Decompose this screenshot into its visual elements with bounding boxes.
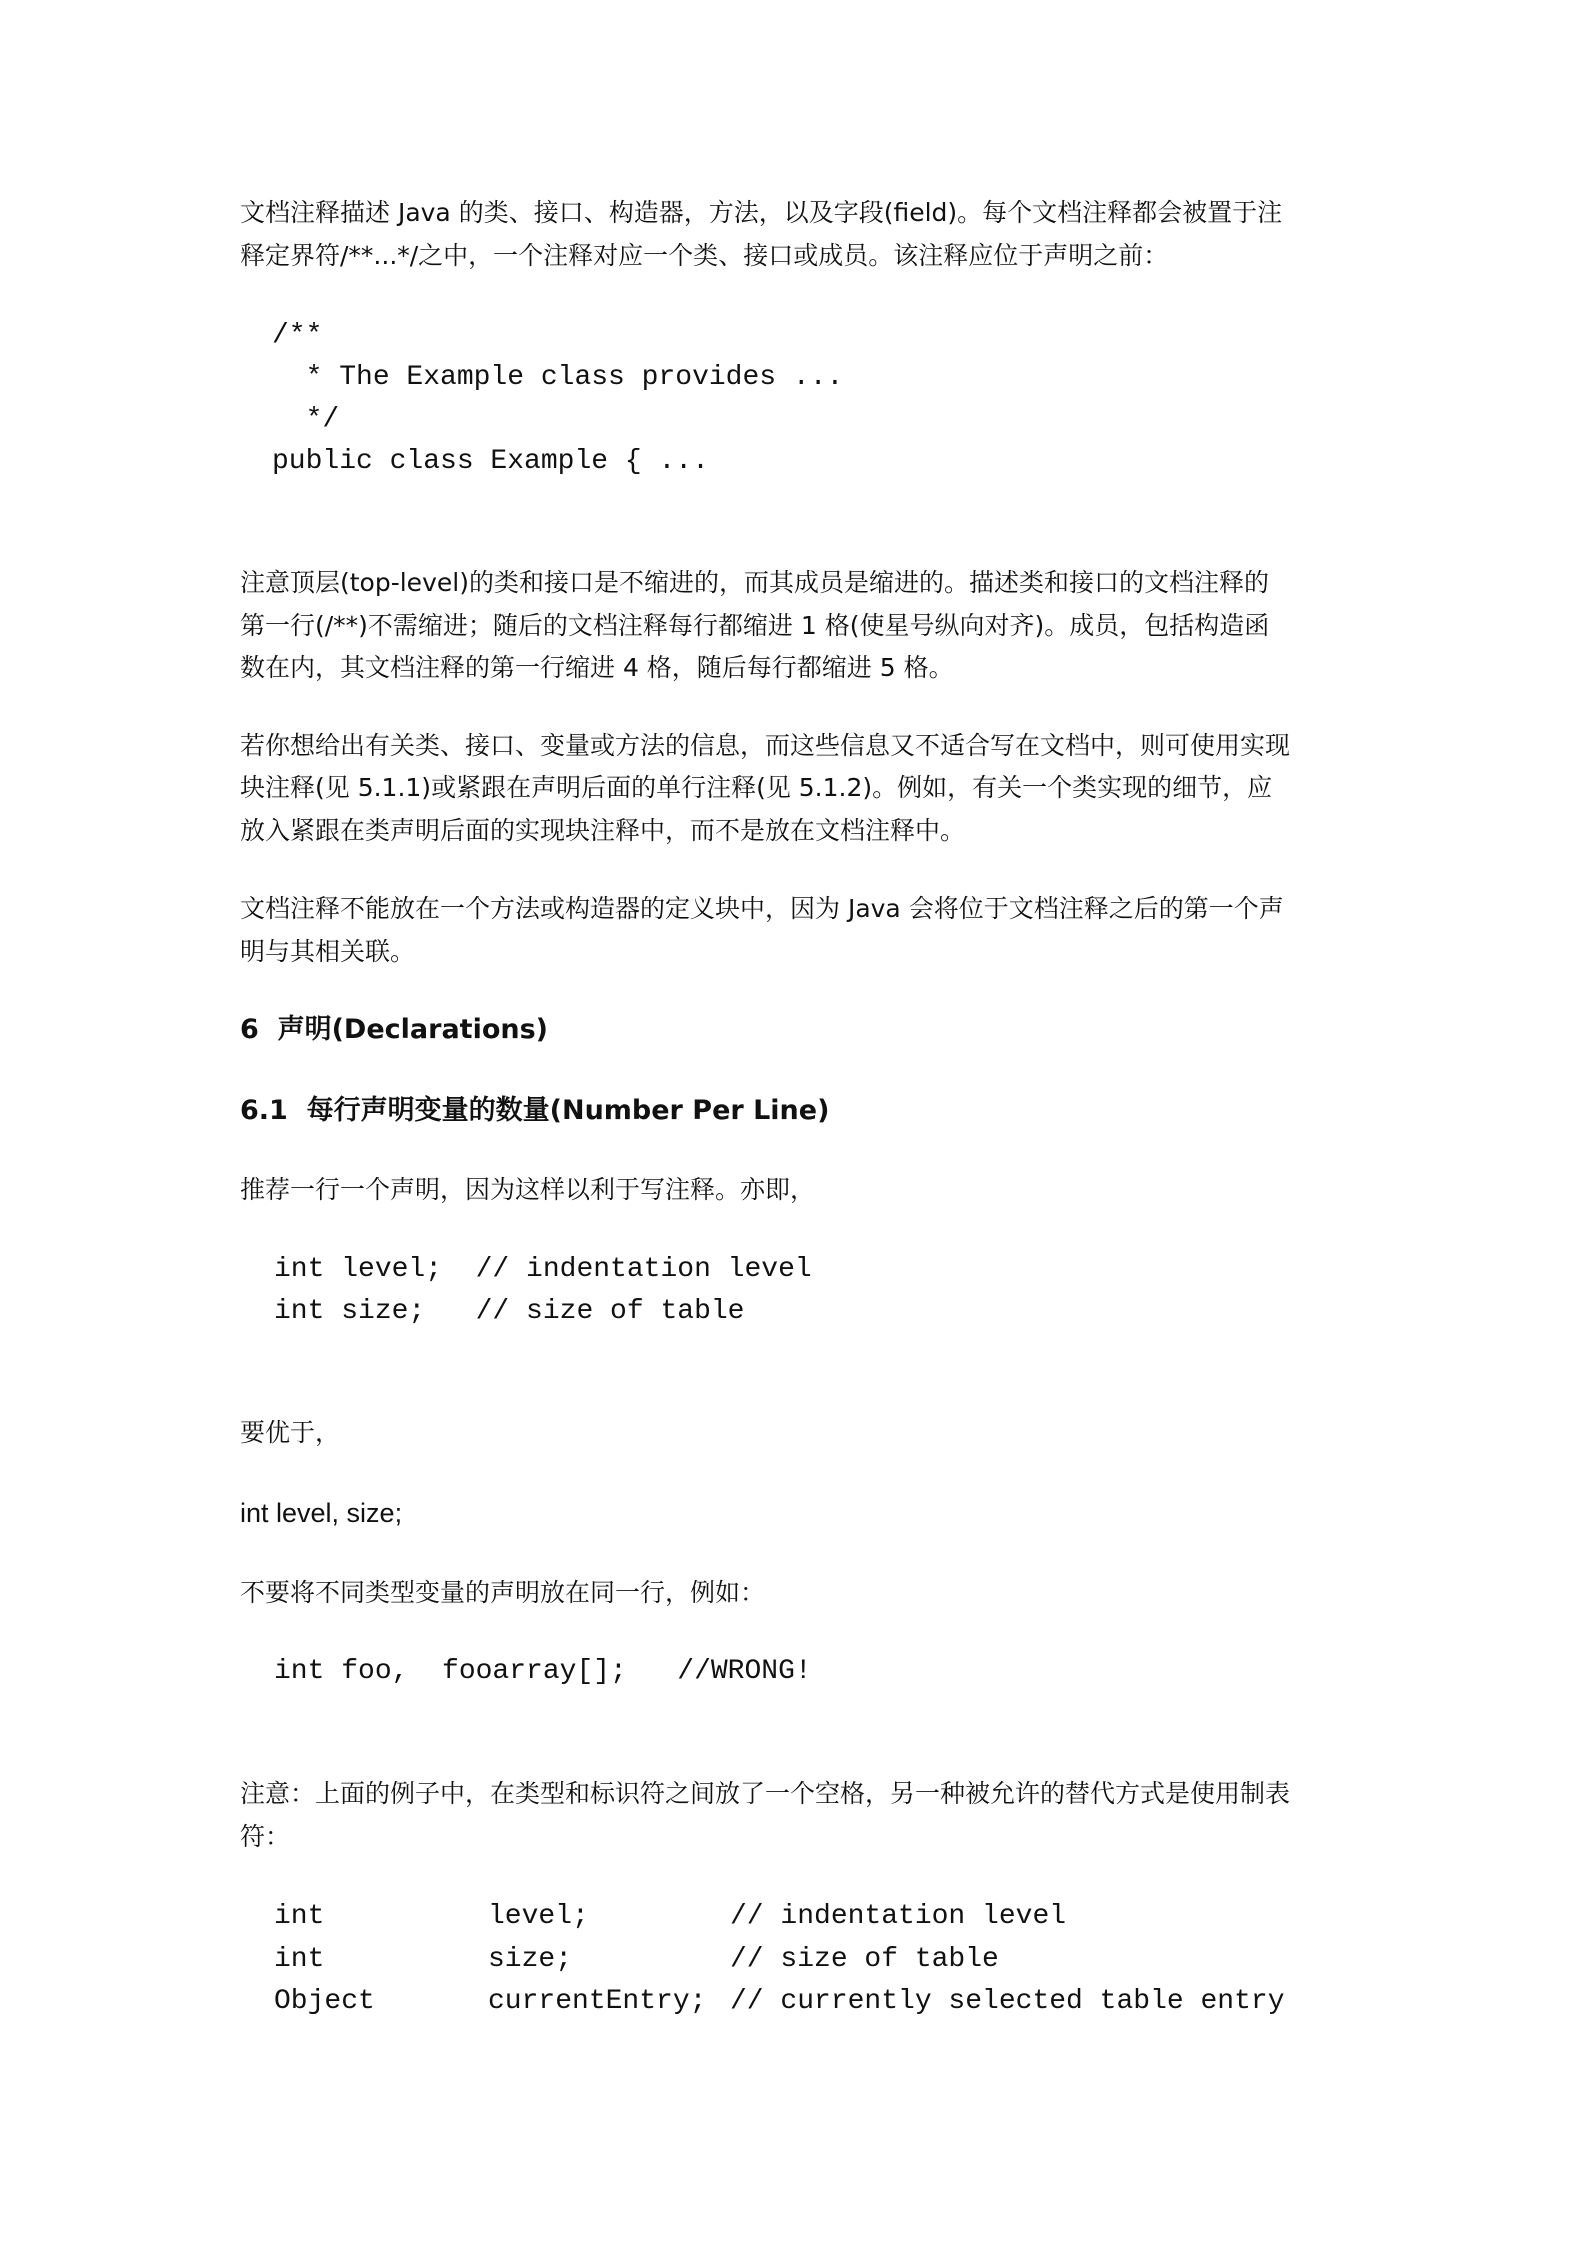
code-name: level; <box>488 1901 589 1932</box>
code-line: int level; // indentation level <box>274 1254 812 1285</box>
code-name: currentEntry; <box>488 1986 707 2017</box>
code-type: int <box>274 1944 325 1975</box>
paragraph-line: 明与其相关联。 <box>240 937 416 966</box>
paragraph-line: 要优于， <box>240 1418 341 1447</box>
code-line: int foo, fooarray[]; //WRONG! <box>274 1656 812 1687</box>
code-type: Object <box>274 1986 375 2017</box>
code-name: size; <box>488 1944 573 1975</box>
code-line: public class Example { ... <box>272 446 709 477</box>
code-comment: // size of table <box>730 1944 999 1975</box>
paragraph-line: 文档注释描述 Java 的类、接口、构造器，方法，以及字段(field)。每个文档注释都会被置于注 <box>240 198 1283 227</box>
inline-code-example: int level, size; <box>240 1498 403 1528</box>
paragraph-line: 块注释(见 5.1.1)或紧跟在声明后面的单行注释(见 5.1.2)。例如，有关一个类实现的细节，应 <box>240 773 1273 802</box>
code-type: int <box>274 1901 325 1932</box>
code-comment: // indentation level <box>730 1901 1067 1932</box>
paragraph-line: 第一行(/**)不需缩进；随后的文档注释每行都缩进 1 格(使星号纵向对齐)。成员，包括构造函 <box>240 611 1270 640</box>
paragraph-line: 推荐一行一个声明，因为这样以利于写注释。亦即， <box>240 1175 816 1204</box>
paragraph-line: 不要将不同类型变量的声明放在同一行，例如： <box>240 1578 766 1607</box>
paragraph-line: 放入紧跟在类声明后面的实现块注释中，而不是放在文档注释中。 <box>240 816 966 845</box>
paragraph-line: 若你想给出有关类、接口、变量或方法的信息，而这些信息又不适合写在文档中，则可使用实现 <box>240 731 1291 760</box>
paragraph-line: 符： <box>240 1822 291 1851</box>
code-comment: // currently selected table entry <box>730 1986 1285 2017</box>
paragraph-line: 注意顶层(top-level)的类和接口是不缩进的，而其成员是缩进的。描述类和接口的文档注释的 <box>240 568 1269 597</box>
code-line: */ <box>272 404 340 435</box>
paragraph-line: 数在内，其文档注释的第一行缩进 4 格，随后每行都缩进 5 格。 <box>240 653 954 682</box>
code-line: * The Example class provides ... <box>272 362 844 393</box>
paragraph-line: 文档注释不能放在一个方法或构造器的定义块中，因为 Java 会将位于文档注释之后的第一个声 <box>240 894 1284 923</box>
code-line: int size; // size of table <box>274 1296 745 1327</box>
code-line: /** <box>272 320 323 351</box>
section-heading-6: 6 声明(Declarations) <box>240 1014 549 1045</box>
paragraph-line: 释定界符/**...*/之中，一个注释对应一个类、接口或成员。该注释应位于声明之前： <box>240 241 1169 270</box>
section-heading-6-1: 6.1 每行声明变量的数量(Number Per Line) <box>240 1095 830 1126</box>
paragraph-line: 注意：上面的例子中，在类型和标识符之间放了一个空格，另一种被允许的替代方式是使用制表 <box>240 1779 1291 1808</box>
